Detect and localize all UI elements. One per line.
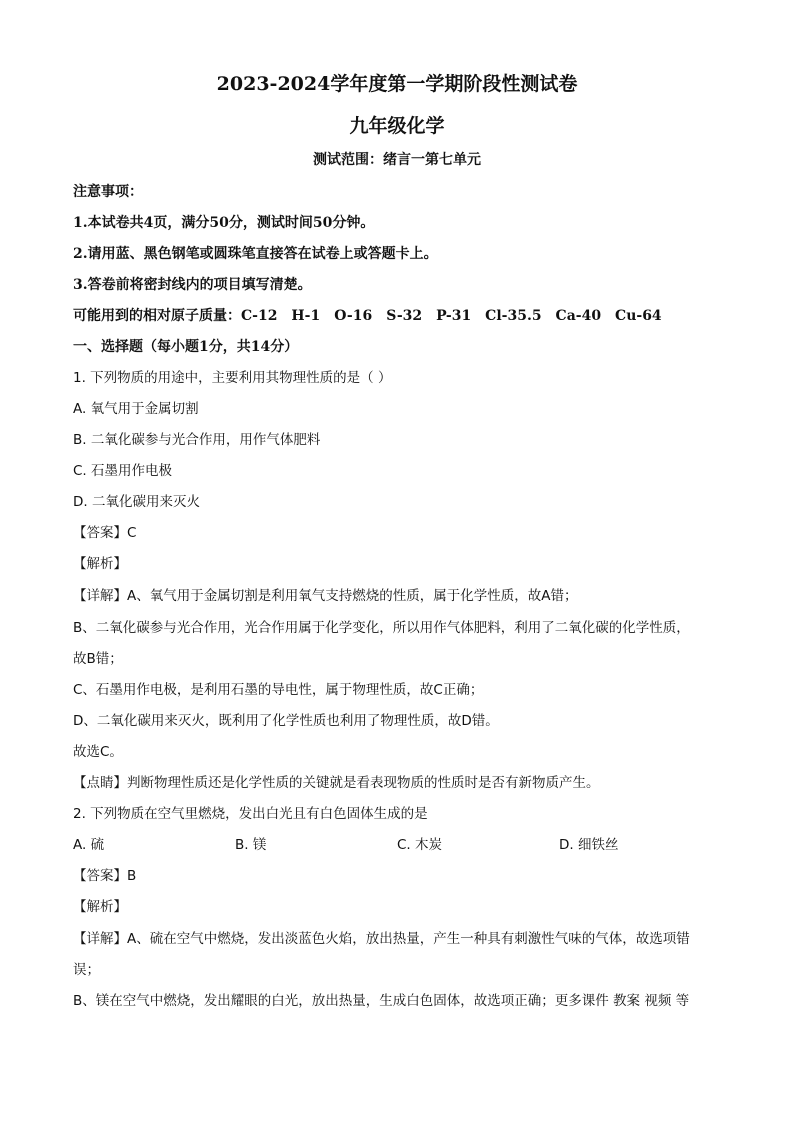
q1-point: 【点睛】判断物理性质还是化学性质的关键就是看表现物质的性质时是否有新物质产生。 xyxy=(73,775,600,791)
q2-detail-1: 【详解】A、硫在空气中燃烧，发出淡蓝色火焰，放出热量，产生一种具有刺激性气味的气体，故选项错 xyxy=(73,931,690,947)
q1-detail-3: 故B错； xyxy=(73,651,123,667)
q2-option-b: B. 镁 xyxy=(235,837,267,853)
q2-stem: 2. 下列物质在空气里燃烧，发出白光且有白色固体生成的是 xyxy=(73,806,428,822)
q1-answer: 【答案】C xyxy=(73,525,137,541)
exam-subtitle: 九年级化学 xyxy=(349,115,445,137)
exam-scope: 测试范围：绪言一第七单元 xyxy=(313,152,481,168)
notice-heading: 注意事项： xyxy=(73,184,143,200)
q1-option-a: A. 氧气用于金属切割 xyxy=(73,401,199,417)
section-heading: 一、选择题（每小题1分，共14分） xyxy=(73,339,299,355)
q1-detail-1: 【详解】A、氧气用于金属切割是利用氧气支持燃烧的性质，属于化学性质，故A错； xyxy=(73,588,578,604)
notice-item-2: 2.请用蓝、黑色钢笔或圆珠笔直接答在试卷上或答题卡上。 xyxy=(73,246,438,262)
q1-option-c: C. 石墨用作电极 xyxy=(73,463,173,479)
q1-stem: 1. 下列物质的用途中，主要利用其物理性质的是（ ） xyxy=(73,370,392,386)
q2-answer: 【答案】B xyxy=(73,868,137,884)
q2-options-row xyxy=(73,835,722,855)
q2-option-d: D. 细铁丝 xyxy=(559,837,619,853)
q1-detail-6: 故选C。 xyxy=(73,744,123,760)
q1-detail-4: C、石墨用作电极，是利用石墨的导电性，属于物理性质，故C正确； xyxy=(73,682,484,698)
q2-option-a: A. 硫 xyxy=(73,837,105,853)
q2-detail-3: B、镁在空气中燃烧，发出耀眼的白光，放出热量，生成白色固体，故选项正确；更多课件 教案 视频 等 xyxy=(73,993,690,1009)
q1-option-b: B. 二氧化碳参与光合作用，用作气体肥料 xyxy=(73,432,321,448)
q1-option-d: D. 二氧化碳用来灭火 xyxy=(73,494,200,510)
q2-detail-2: 误； xyxy=(73,962,100,978)
notice-item-3: 3.答卷前将密封线内的项目填写清楚。 xyxy=(73,277,312,293)
atomic-mass-line: 可能用到的相对原子质量：C-12 H-1 O-16 S-32 P-31 Cl-35.5 Ca-40 Cu-64 xyxy=(73,308,662,324)
q2-analysis-label: 【解析】 xyxy=(73,899,127,915)
q2-option-c: C. 木炭 xyxy=(397,837,443,853)
q1-detail-2: B、二氧化碳参与光合作用，光合作用属于化学变化，所以用作气体肥料，利用了二氧化碳的化学性质， xyxy=(73,620,690,636)
q1-detail-5: D、二氧化碳用来灭火，既利用了化学性质也利用了物理性质，故D错。 xyxy=(73,713,499,729)
q1-analysis-label: 【解析】 xyxy=(73,556,127,572)
notice-item-1: 1.本试卷共4页，满分50分，测试时间50分钟。 xyxy=(73,215,375,231)
exam-title: 2023-2024学年度第一学期阶段性测试卷 xyxy=(216,73,578,95)
